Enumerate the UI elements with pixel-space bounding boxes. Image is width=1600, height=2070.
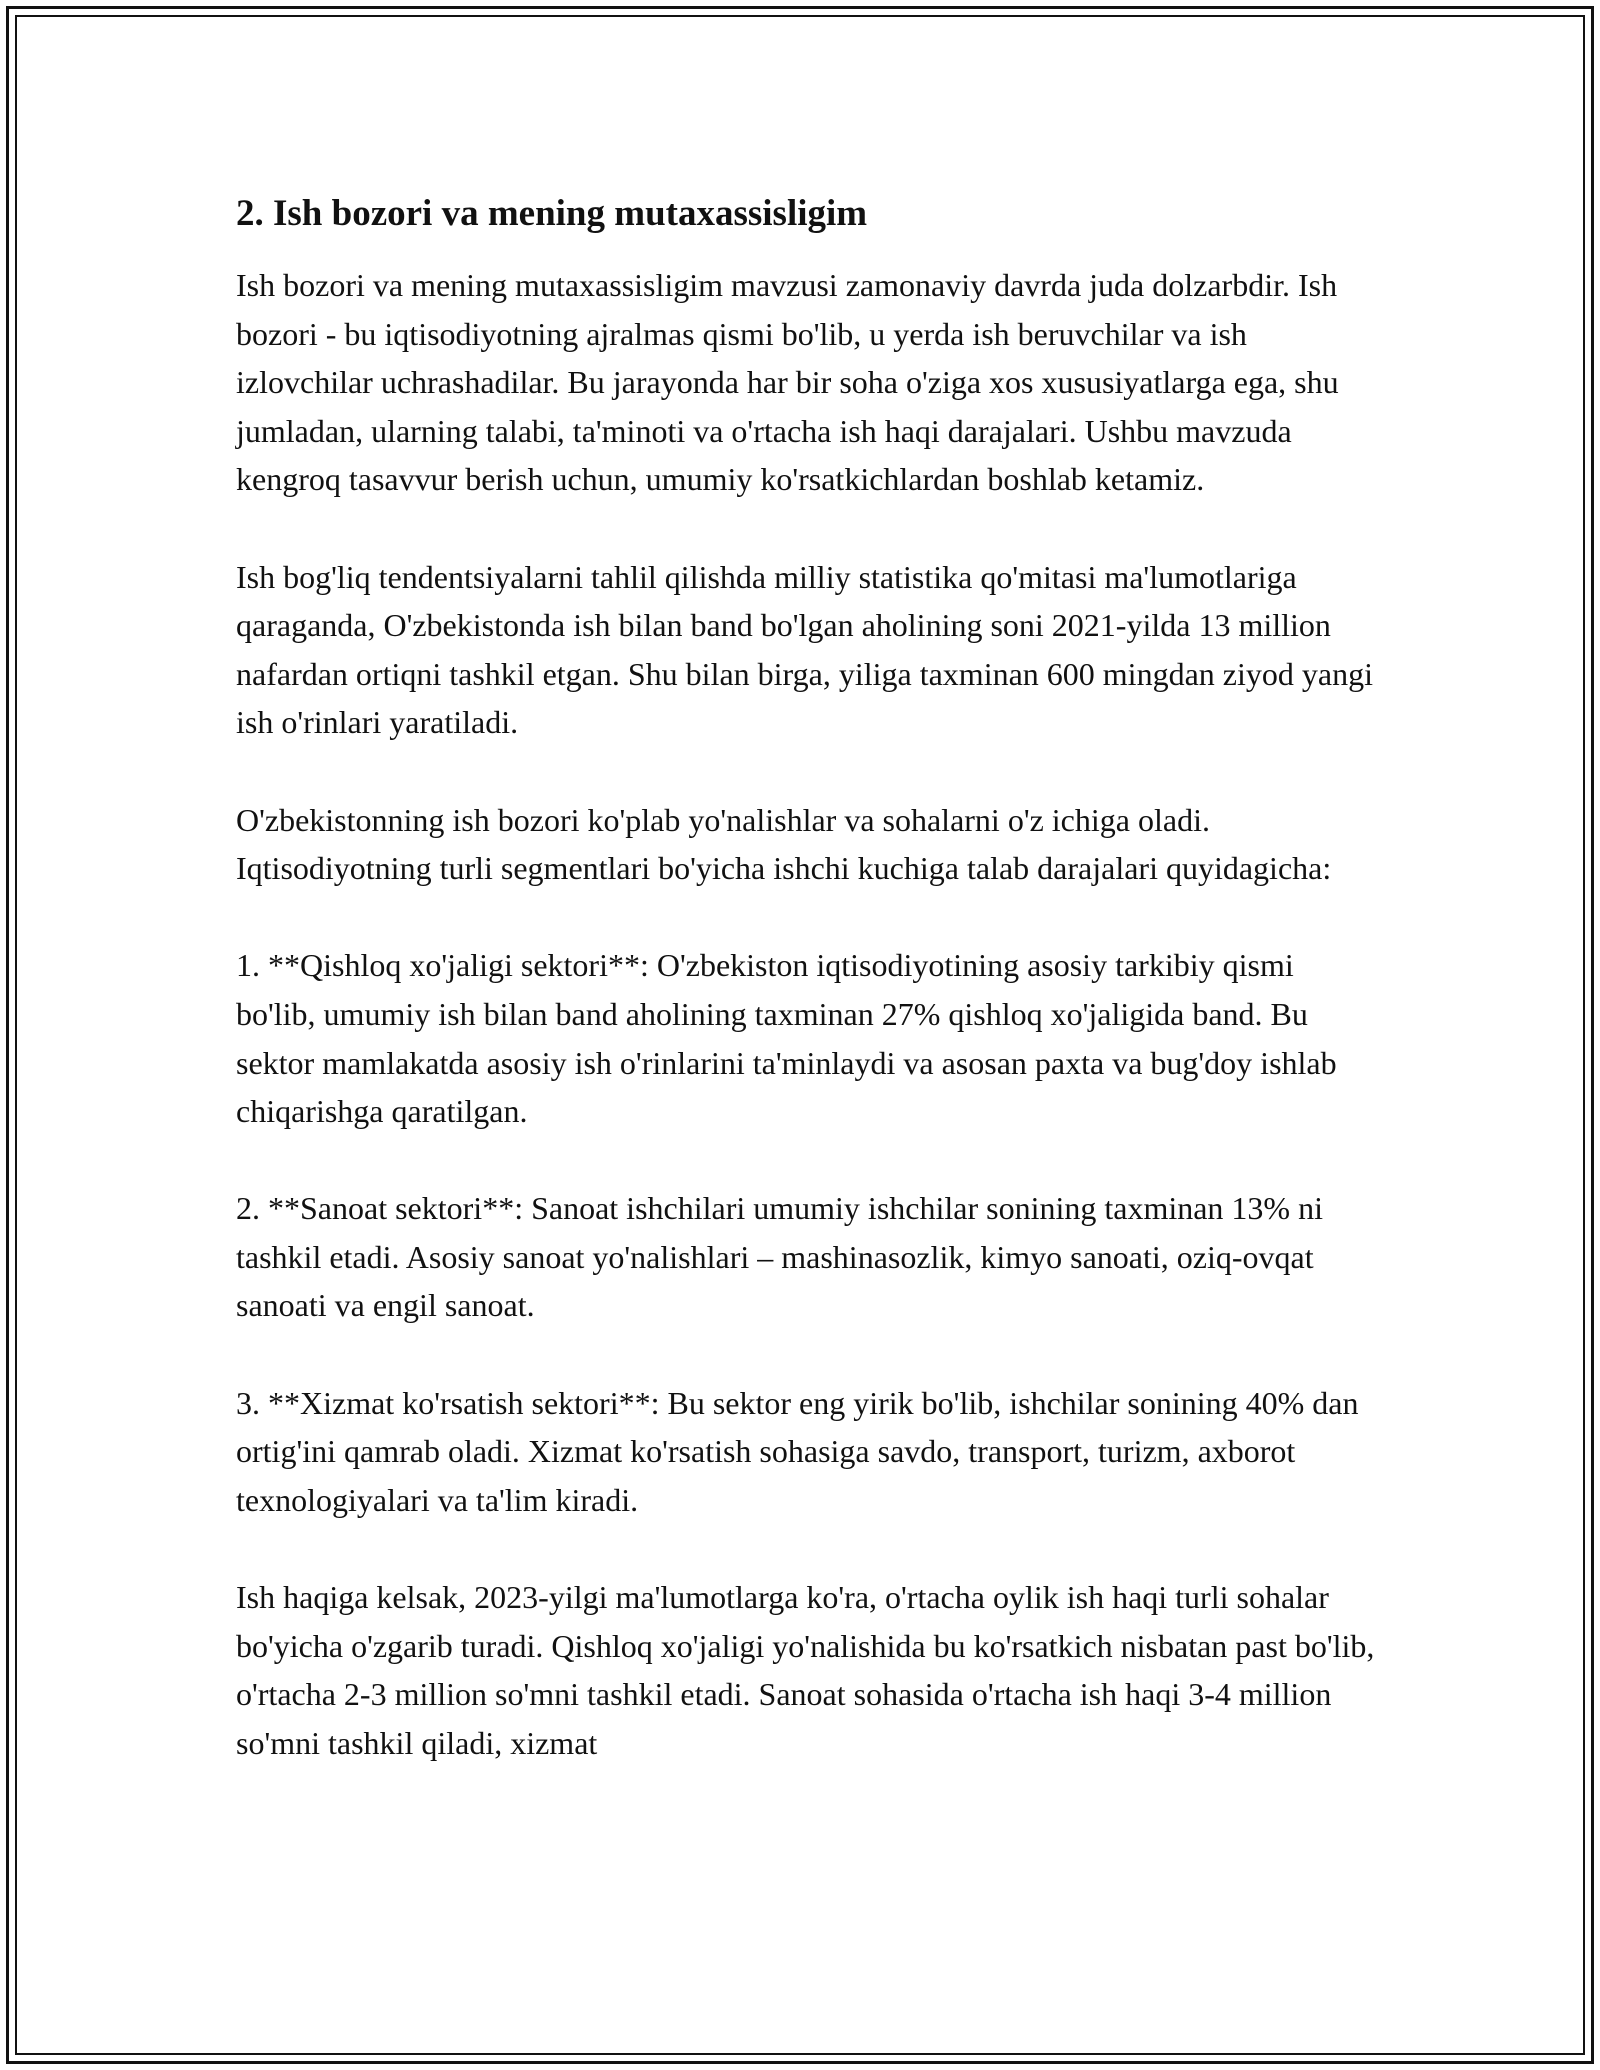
paragraph-statistics: Ish bog'liq tendentsiyalarni tahlil qilishda milliy statistika qo'mitasi ma'lumotlariga qaraganda, O'zbekistonda ish bilan band bo'lgan aholining soni 2021-yilda 13 million nafardan ortiqni tashkil etgan. Shu bilan birga, yiliga taxminan 600 mingdan ziyod yangi ish o'rinlari yaratiladi. xyxy=(236,558,1373,741)
list-item-services: 3. **Xizmat ko'rsatish sektori**: Bu sektor eng yirik bo'lib, ishchilar sonining 40% dan ortig'ini qamrab oladi. Xizmat ko'rsatish sohasiga savdo, transport, turizm, axborot texnologiyalari va ta'lim kiradi. xyxy=(236,1384,1359,1518)
section-heading: 2. Ish bozori va mening mutaxassisligim xyxy=(236,193,868,234)
list-item-agriculture: 1. **Qishloq xo'jaligi sektori**: O'zbekiston iqtisodiyotining asosiy tarkibiy qismi bo'lib, umumiy ish bilan band aholining taxminan 27% qishloq xo'jaligida band. Bu sektor mamlakatda asosiy ish o'rinlarini ta'minlaydi va asosan paxta va bug'doy ishlab chiqarishga qaratilgan. xyxy=(236,947,1337,1130)
paragraph-intro: Ish bozori va mening mutaxassisligim mavzusi zamonaviy davrda juda dolzarbdir. Ish bozori - bu iqtisodiyotning ajralmas qismi bo'lib, u yerda ish beruvchilar va ish izlovchilar uchrashadilar. Bu jarayonda har bir soha o'ziga xos xususiyatlarga ega, shu jumladan, ularning talabi, ta'minoti va o'rtacha ish haqi darajalari. Ushbu mavzuda kengroq tasavvur berish uchun, umumiy ko'rsatkichlardan boshlab ketamiz. xyxy=(236,267,1339,498)
list-item-industry: 2. **Sanoat sektori**: Sanoat ishchilari umumiy ishchilar sonining taxminan 13% ni tashkil etadi. Asosiy sanoat yo'nalishlari – mashinasozlik, kimyo sanoati, oziq-ovqat sanoati va engil sanoat. xyxy=(236,1190,1323,1324)
paragraph-wages: Ish haqiga kelsak, 2023-yilgi ma'lumotlarga ko'ra, o'rtacha oylik ish haqi turli sohalar bo'yicha o'zgarib turadi. Qishloq xo'jaligi yo'nalishida bu ko'rsatkich nisbatan past bo'lib, o'rtacha 2-3 million so'mni tashkil etadi. Sanoat sohasida o'rtacha ish haqi 3-4 million so'mni tashkil qiladi, xizmat xyxy=(236,1579,1375,1761)
document-body xyxy=(236,189,1376,1767)
paragraph-sectors-intro: O'zbekistonning ish bozori ko'plab yo'nalishlar va sohalarni o'z ichiga oladi. Iqtisodiyotning turli segmentlari bo'yicha ishchi kuchiga talab darajalari quyidagicha: xyxy=(236,801,1332,887)
